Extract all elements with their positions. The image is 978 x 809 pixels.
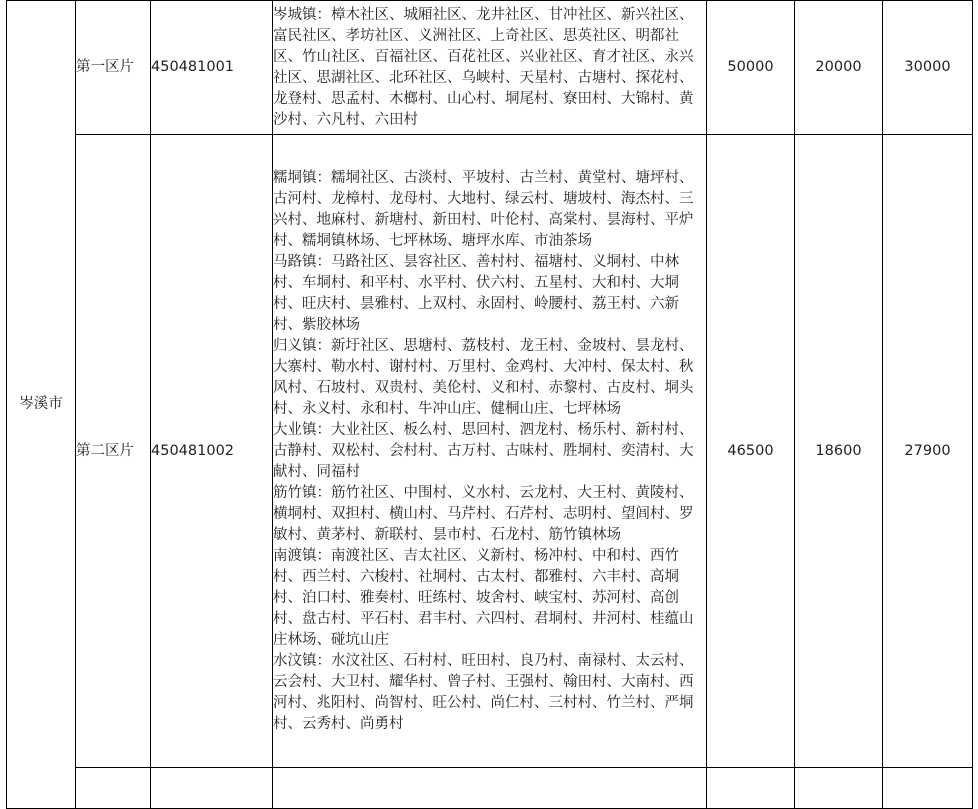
empty-cell: [883, 768, 973, 809]
town-list: 筋竹镇：筋竹社区、中围村、义水村、云龙村、大王村、黄陵村、横垌村、双担村、横山村、马芹村、石芹村、志明村、望闾村、罗敏村、黄茅村、新联村、昙市村、石龙村、筋竹镇林场: [273, 484, 694, 543]
city-name: 岑溪市: [19, 396, 63, 412]
town-list: 糯垌镇：糯垌社区、古淡村、平坡村、古兰村、黄堂村、塘坪村、古河村、龙樟村、龙母村、大地村、绿云村、塘坡村、海杰村、三兴村、地麻村、新塘村、新田村、叶伦村、高棠村、昙海村、平炉村、糯垌镇林场、七坪林场、塘坪水库、市油茶场: [273, 169, 694, 249]
zone-cell: 第一区片: [76, 1, 151, 135]
town-list: 南渡镇：南渡社区、吉太社区、义新村、杨冲村、中和村、西竹村、西兰村、六梭村、社垌村、古太村、都雅村、六丰村、高垌村、泊口村、雅奏村、旺练村、坡舍村、峡宝村、苏河村、高创村、盘古村、平石村、君丰村、六四村、君垌村、井河村、桂蕴山庄林场、碰坑山庄: [273, 547, 694, 648]
price-cell: 30000: [883, 1, 973, 135]
table-row: [7, 1, 973, 135]
areas-cell: [273, 1, 707, 135]
town-list: 马路镇：马路社区、昙容社区、善村村、福塘村、义垌村、中林村、车垌村、和平村、水平村、伏六村、五星村、大和村、大垌村、旺庆村、昙雅村、上双村、永固村、岭腰村、荔王村、六新村、紫胶林场: [273, 253, 679, 333]
price-cell: 27900: [883, 135, 973, 768]
empty-cell: [795, 768, 883, 809]
code-cell: 450481001: [151, 1, 273, 135]
price-cell: 20000: [795, 1, 883, 135]
town-list: 大业镇：大业社区、板么村、思回村、泗龙村、杨乐村、新村村、古静村、双松村、会村村、古万村、古味村、胜垌村、奕清村、大献村、同福村: [273, 421, 694, 480]
price-cell: 46500: [707, 135, 795, 768]
table-row: [7, 768, 973, 809]
empty-cell: [273, 768, 707, 809]
empty-cell: [151, 768, 273, 809]
town-list: 水汶镇：水汶社区、石村村、旺田村、良乃村、南禄村、太云村、云会村、大卫村、耀华村、曾子村、王强村、翰田村、大南村、西河村、兆阳村、尚智村、旺公村、尚仁村、三村村、竹兰村、严垌村、云秀村、尚勇村: [273, 652, 694, 732]
land-price-table: [6, 0, 973, 809]
empty-cell: [76, 768, 151, 809]
areas-cell: [273, 135, 707, 768]
table-row: [7, 135, 973, 768]
code-cell: 450481002: [151, 135, 273, 768]
city-cell: [7, 1, 76, 809]
price-cell: 50000: [707, 1, 795, 135]
town-list: 岑城镇：樟木社区、城厢社区、龙井社区、甘冲社区、新兴社区、富民社区、孝坊社区、义洲社区、上奇社区、思英社区、明都社区、竹山社区、百福社区、百花社区、兴业社区、育才社区、永兴社区、思湖社区、北环社区、乌峡村、天星村、古塘村、探花村、龙登村、思孟村、木榔村、山心村、垌尾村、寮田村、大锦村、黄沙村、六凡村、六田村: [273, 6, 694, 128]
zone-cell: 第二区片: [76, 135, 151, 768]
town-list: 归义镇：新圩社区、思塘村、荔枝村、龙王村、金坡村、昙龙村、大寨村、勒水村、谢村村、万里村、金鸡村、大冲村、保太村、秋风村、石坡村、双贵村、美伦村、义和村、赤黎村、古皮村、垌头村、永义村、永和村、牛冲山庄、健桐山庄、七坪林场: [273, 337, 694, 417]
empty-cell: [707, 768, 795, 809]
price-cell: 18600: [795, 135, 883, 768]
